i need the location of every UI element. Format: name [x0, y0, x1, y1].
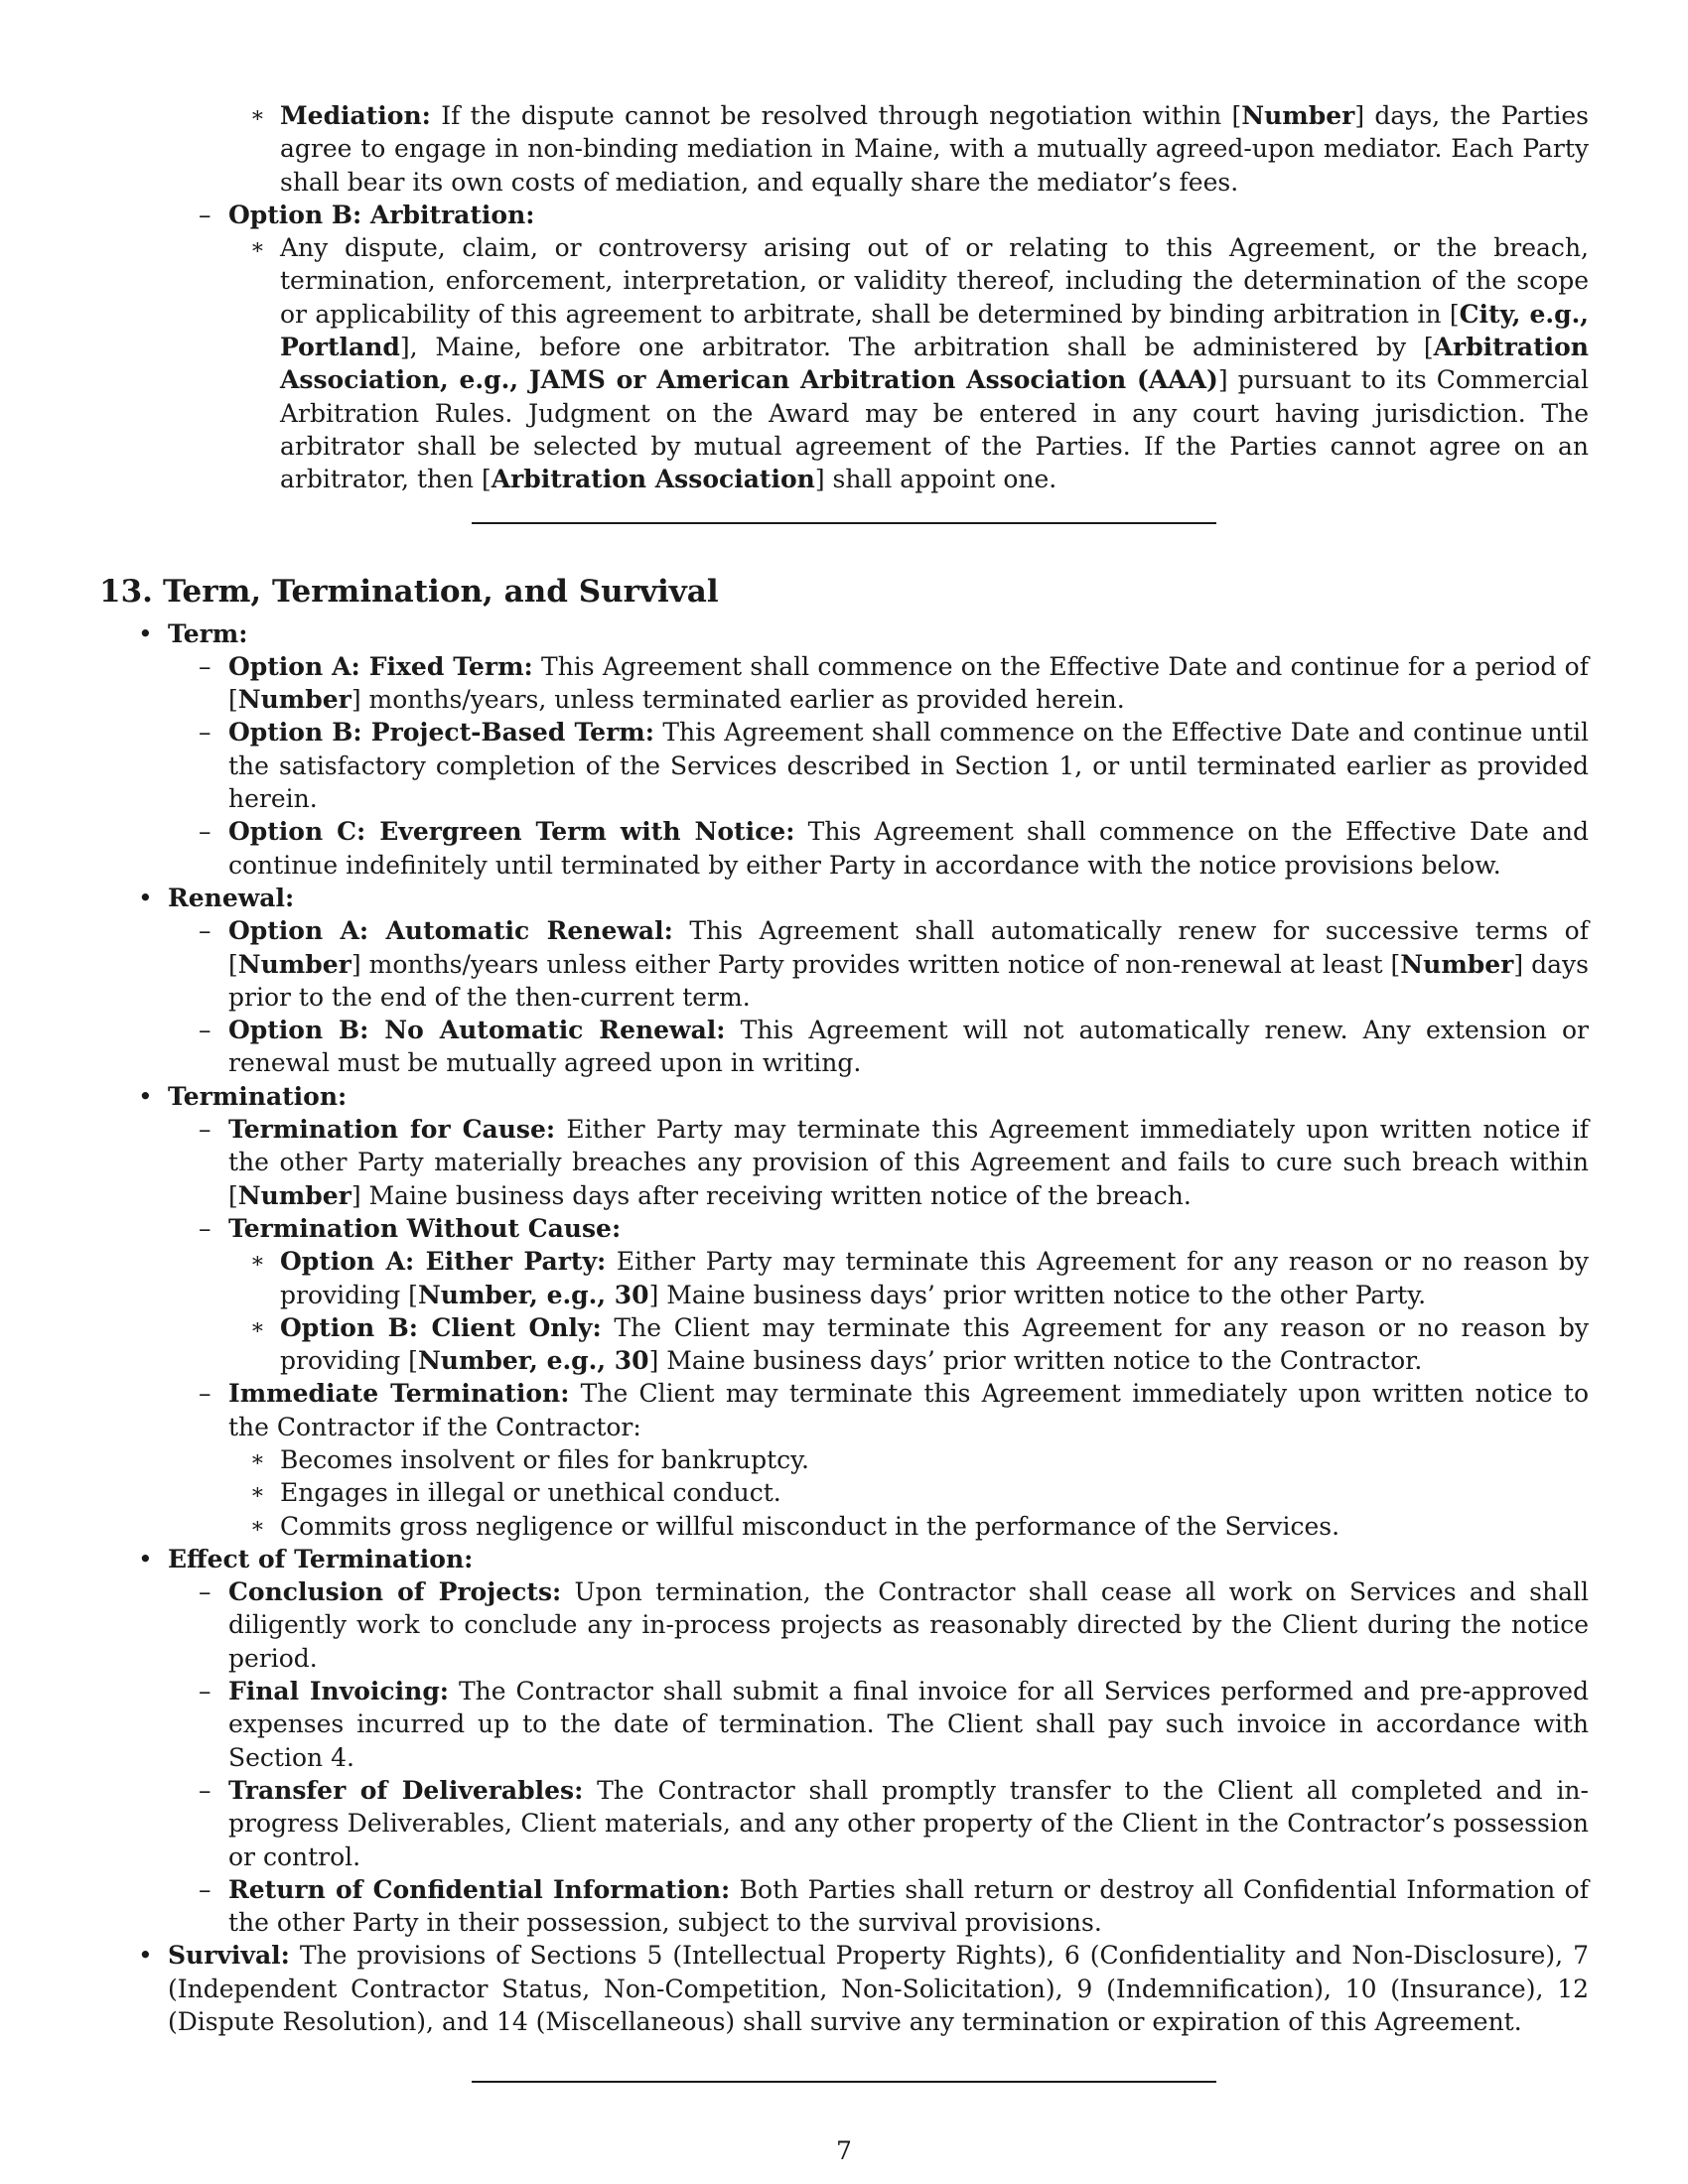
option-text: The Client may terminate this Agreement immediately upon written notice to the Contractor if the Contractor:	[228, 1379, 1589, 1441]
dash-marker: –	[199, 1677, 211, 1706]
list-item-text: Engages in illegal or unethical conduct.	[280, 1478, 781, 1508]
option-text: The Client may terminate this Agreement for any reason or no reason by providing [	[280, 1312, 1589, 1376]
bullet-marker: •	[138, 1941, 153, 1971]
immediate-termination	[199, 1377, 1589, 1443]
arbitration-text: ] shall appoint one.	[814, 465, 1057, 494]
option-b-arbitration	[199, 199, 1589, 231]
placeholder: Number	[237, 685, 352, 715]
dash-marker: –	[199, 1577, 211, 1607]
option-text: This Agreement shall commence on the Effective Date and continue until the satisfactory completion of the Services described in Section 1, or until terminated earlier as provided herein.	[228, 718, 1589, 814]
arbitration-text: ] pursuant to its Commercial Arbitration Rules. Judgment on the Award may be entered in any court having jurisdiction. The arbitrator shall be selected by mutual agreement of the Parties. If the Parties cannot agree on an arbitrator, then [	[280, 365, 1589, 494]
section-number: 13.	[99, 573, 153, 610]
option-text: This Agreement shall automatically renew for successive terms of [	[228, 916, 1589, 979]
list-item	[250, 1510, 1589, 1543]
arbitration-text: ], Maine, before one arbitrator. The arbitration shall be administered by [	[399, 333, 1434, 362]
list-item	[250, 1476, 1589, 1509]
option-text: The Contractor shall submit a final invoice for all Services performed and pre-approved expenses incurred up to the date of termination. The Client shall pay such invoice in accordance with Section 4.	[228, 1677, 1589, 1772]
survival-item	[138, 1939, 1589, 2038]
option-label: Termination for Cause:	[228, 1115, 556, 1145]
option-label: Option A: Automatic Renewal:	[228, 916, 673, 946]
bullet-marker: •	[138, 1081, 153, 1111]
option-text: Either Party may terminate this Agreement for any reason or no reason by providing [	[280, 1247, 1589, 1309]
placeholder: Number	[1400, 949, 1514, 979]
document-page	[99, 99, 1589, 2083]
arbitration-text: Any dispute, claim, or controversy arising out of or relating to this Agreement, or the breach, termination, enforcement, interpretation, or validity thereof, including the determination of the scope or applicability of this agreement to arbitrate, shall be determined by binding arbitration in [	[280, 233, 1589, 329]
return-of-confidential-information	[199, 1873, 1589, 1940]
survival-label: Survival:	[168, 1941, 290, 1971]
option-label: Transfer of Deliverables:	[228, 1775, 584, 1805]
star-marker: ∗	[250, 1480, 265, 1506]
dash-marker: –	[199, 1115, 211, 1145]
list-item-text: Commits gross negligence or willful misconduct in the performance of the Services.	[280, 1511, 1340, 1541]
survival-text: The provisions of Sections 5 (Intellectual Property Rights), 6 (Confidentiality and Non-Disclosure), 7 (Independent Contractor Status, Non-Competition, Non-Solicitation), 9 (Indemnification), 10 (Insurance), 12 (Dispute Resolution), and 14 (Miscellaneous) shall survive any termination or expiration of this Agreement.	[168, 1941, 1589, 2037]
star-marker: ∗	[250, 1314, 265, 1340]
option-label: Option B: Arbitration:	[228, 200, 535, 229]
renewal-item	[138, 882, 1589, 914]
page-number: 7	[836, 2136, 852, 2165]
option-text: ] Maine business days’ prior written notice to the other Party.	[648, 1280, 1427, 1309]
mediation-label: Mediation:	[280, 101, 431, 130]
list-item-text: Becomes insolvent or files for bankruptcy.	[280, 1444, 809, 1474]
dash-marker: –	[199, 1016, 211, 1045]
option-text: ] Maine business days after receiving written notice of the breach.	[351, 1180, 1192, 1210]
transfer-of-deliverables	[199, 1774, 1589, 1873]
termination-label: Termination:	[168, 1081, 348, 1111]
termination-for-cause	[199, 1113, 1589, 1212]
option-label: Option B: Client Only:	[280, 1312, 602, 1342]
star-marker: ∗	[250, 103, 265, 128]
termination-item	[138, 1080, 1589, 1113]
option-label: Termination Without Cause:	[228, 1213, 622, 1243]
star-marker: ∗	[250, 1446, 265, 1472]
option-text: ] days prior to the end of the then-current term.	[228, 949, 1590, 1012]
option-text: Either Party may terminate this Agreement immediately upon written notice if the other Party materially breaches any provision of this Agreement and fails to cure such breach within [	[228, 1115, 1589, 1210]
dash-marker: –	[199, 651, 211, 681]
placeholder: Arbitration Association	[491, 465, 815, 494]
renewal-option-a	[199, 914, 1590, 1014]
star-marker: ∗	[250, 235, 265, 261]
option-label: Option A: Fixed Term:	[228, 651, 533, 681]
placeholder: Number	[1241, 101, 1355, 130]
termination-without-cause	[199, 1212, 1589, 1245]
star-marker: ∗	[250, 1249, 265, 1275]
without-cause-option-a	[250, 1245, 1589, 1311]
dash-marker: –	[199, 200, 211, 229]
dash-marker: –	[199, 1379, 211, 1409]
arbitration-item	[250, 231, 1589, 495]
conclusion-of-projects	[199, 1575, 1589, 1675]
option-text: The Contractor shall promptly transfer to the Client all completed and in-progress Deliverables, Client materials, and any other property of the Client in the Contractor’s possession or control.	[228, 1775, 1589, 1871]
final-invoicing	[199, 1675, 1589, 1774]
term-item	[138, 617, 1589, 650]
option-text: ] months/years unless either Party provides written notice of non-renewal at least [	[351, 949, 1401, 979]
dash-marker: –	[199, 718, 211, 748]
option-label: Option B: No Automatic Renewal:	[228, 1016, 726, 1045]
option-label: Final Invoicing:	[228, 1677, 450, 1706]
placeholder: Number	[237, 1180, 352, 1210]
option-text: This Agreement will not automatically renew. Any extension or renewal must be mutually agreed upon in writing.	[228, 1016, 1589, 1078]
mediation-text: ] days, the Parties agree to engage in non-binding mediation in Maine, with a mutually agreed-upon mediator. Each Party shall bear its own costs of mediation, and equally share the mediator’s fees.	[280, 101, 1589, 197]
term-option-a	[199, 650, 1589, 717]
placeholder: Number, e.g., 30	[417, 1346, 649, 1376]
option-label: Conclusion of Projects:	[228, 1577, 562, 1607]
term-option-c	[199, 815, 1590, 882]
bullet-marker: •	[138, 618, 153, 648]
horizontal-rule	[472, 2081, 1216, 2083]
option-label: Return of Confidential Information:	[228, 1874, 731, 1904]
option-label: Option B: Project-Based Term:	[228, 718, 654, 748]
option-text: Both Parties shall return or destroy all Confidential Information of the other Party in their possession, subject to the survival provisions.	[228, 1874, 1589, 1938]
list-item	[250, 1443, 1589, 1476]
option-text: ] months/years, unless terminated earlier as provided herein.	[351, 685, 1125, 715]
section-title: Term, Termination, and Survival	[163, 573, 719, 610]
placeholder: City, e.g., Portland	[280, 299, 1589, 362]
bullet-marker: •	[138, 883, 153, 912]
effect-item	[138, 1543, 1589, 1575]
placeholder: Number	[237, 949, 352, 979]
option-label: Option A: Either Party:	[280, 1247, 607, 1277]
dash-marker: –	[199, 1874, 211, 1904]
option-text: This Agreement shall commence on the Effective Date and continue indefinitely until terminated by either Party in accordance with the notice provisions below.	[228, 817, 1590, 880]
effect-label: Effect of Termination:	[168, 1544, 474, 1573]
placeholder: Arbitration Association, e.g., JAMS or American Arbitration Association (AAA)	[280, 333, 1589, 395]
section-heading	[99, 572, 1589, 612]
star-marker: ∗	[250, 1513, 265, 1539]
option-text: Upon termination, the Contractor shall cease all work on Services and shall diligently work to conclude any in-process projects as reasonably directed by the Client during the notice period.	[228, 1577, 1589, 1673]
renewal-label: Renewal:	[168, 883, 295, 912]
dash-marker: –	[199, 817, 211, 847]
option-label: Option C: Evergreen Term with Notice:	[228, 817, 795, 847]
without-cause-option-b	[250, 1311, 1589, 1378]
mediation-item	[250, 99, 1589, 199]
option-text: ] Maine business days’ prior written notice to the Contractor.	[648, 1346, 1423, 1376]
dash-marker: –	[199, 916, 211, 946]
term-label: Term:	[168, 618, 248, 648]
dash-marker: –	[199, 1775, 211, 1805]
mediation-text: If the dispute cannot be resolved through negotiation within [	[430, 101, 1242, 130]
renewal-option-b	[199, 1014, 1589, 1080]
placeholder: Number, e.g., 30	[417, 1280, 649, 1309]
dash-marker: –	[199, 1213, 211, 1243]
horizontal-rule	[472, 522, 1216, 524]
term-option-b	[199, 716, 1589, 815]
bullet-marker: •	[138, 1544, 153, 1573]
option-label: Immediate Termination:	[228, 1379, 570, 1409]
option-text: This Agreement shall commence on the Effective Date and continue for a period of [	[228, 651, 1589, 715]
